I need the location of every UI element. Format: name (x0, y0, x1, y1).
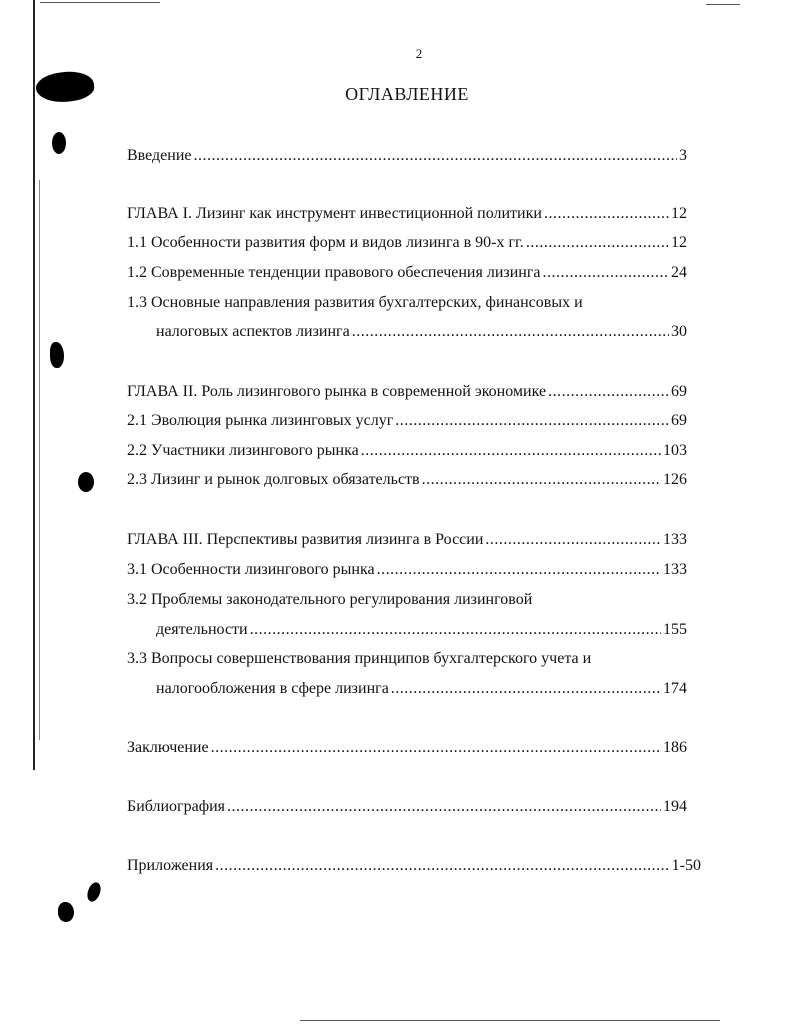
toc-leader (391, 679, 661, 699)
toc-leader (485, 530, 661, 550)
toc-entry (127, 856, 701, 876)
toc-entry (127, 797, 687, 817)
page-number: 2 (415, 46, 423, 61)
toc-entry (127, 293, 687, 313)
toc-entry (156, 322, 687, 342)
toc-leader (395, 411, 669, 431)
toc-entry-page: 69 (671, 412, 687, 429)
scan-top-rule (706, 4, 740, 5)
toc-entry-title: 3.2 Проблемы законодательного регулирования лизинговой (127, 591, 533, 608)
toc-leader (526, 233, 669, 253)
toc-entry-page: 103 (663, 442, 687, 459)
ink-blot (50, 342, 64, 368)
toc-leader (544, 204, 669, 224)
toc-entry-page: 126 (663, 471, 687, 488)
scan-top-rule (40, 2, 160, 3)
scan-left-edge (33, 0, 35, 770)
scan-left-edge-faint (39, 180, 40, 740)
toc-entry-page: 186 (663, 739, 687, 756)
toc-entry-title: 2.2 Участники лизингового рынка (127, 442, 359, 459)
toc-entry-page: 69 (671, 383, 687, 400)
toc-entry-page: 155 (663, 621, 687, 638)
toc-entry-title: деятельности (156, 621, 248, 638)
ink-blot (85, 881, 103, 904)
scan-bottom-rule (300, 1020, 720, 1021)
ink-blot (78, 472, 94, 492)
toc-entry (127, 560, 687, 580)
toc-leader (377, 560, 661, 580)
toc-entry (127, 146, 687, 166)
toc-entry-page: 3 (679, 147, 687, 164)
toc-entry-page: 12 (671, 234, 687, 251)
toc-entry (127, 470, 687, 490)
ink-blot (52, 132, 66, 154)
page-title: ОГЛАВЛЕНИЕ (345, 84, 469, 104)
toc-entry-page: 30 (671, 323, 687, 340)
toc-entry-title: 1.1 Особенности развития форм и видов лизинга в 90-х гг. (127, 234, 524, 251)
toc-entry (127, 382, 687, 402)
ink-blot (58, 902, 74, 922)
toc-entry-title: ГЛАВА II. Роль лизингового рынка в современной экономике (127, 383, 547, 400)
toc-entry-page: 174 (663, 680, 687, 697)
toc-leader (215, 856, 670, 876)
toc-leader (227, 797, 661, 817)
toc-entry-title: Введение (127, 147, 192, 164)
toc-entry-page: 194 (663, 798, 687, 815)
toc-entry (127, 738, 687, 758)
toc-leader (548, 382, 669, 402)
toc-entry-title: Заключение (127, 739, 209, 756)
toc-leader (211, 738, 661, 758)
toc-entry-title: Приложения (127, 857, 214, 874)
toc-entry (156, 620, 687, 640)
toc-entry (127, 263, 687, 283)
toc-entry-title: налогообложения в сфере лизинга (156, 680, 389, 697)
toc-entry-title: ГЛАВА III. Перспективы развития лизинга в России (127, 531, 484, 548)
toc-entry-title: Библиография (127, 798, 225, 815)
toc-entry-page: 12 (671, 205, 687, 222)
toc-leader (352, 322, 669, 342)
toc-entry (127, 411, 687, 431)
toc-entry (127, 441, 687, 461)
toc-entry (127, 204, 687, 224)
toc-entry (127, 590, 687, 610)
toc-leader (422, 470, 661, 490)
toc-leader (194, 146, 678, 166)
toc-entry (127, 530, 687, 550)
toc-leader (542, 263, 669, 283)
toc-entry-title: ГЛАВА I. Лизинг как инструмент инвестиционной политики (127, 205, 542, 222)
toc-entry-title: 1.2 Современные тенденции правового обеспечения лизинга (127, 264, 541, 281)
toc-entry (127, 233, 687, 253)
toc-entry-title: 3.1 Особенности лизингового рынка (127, 561, 375, 578)
toc-entry-title: 3.3 Вопросы совершенствования принципов бухгалтерского учета и (127, 650, 592, 667)
toc-entry (156, 679, 687, 699)
toc-entry-title: 2.1 Эволюция рынка лизинговых услуг (127, 412, 394, 429)
toc-entry-page: 133 (663, 531, 687, 548)
toc-leader (361, 441, 661, 461)
toc-entry-page: 1-50 (671, 857, 701, 874)
toc-entry-title: 2.3 Лизинг и рынок долговых обязательств (127, 471, 420, 488)
toc-entry (127, 649, 687, 669)
toc-entry-title: налоговых аспектов лизинга (156, 323, 350, 340)
toc-entry-page: 133 (663, 561, 687, 578)
toc-entry-page: 24 (671, 264, 687, 281)
toc-entry-title: 1.3 Основные направления развития бухгалтерских, финансовых и (127, 294, 583, 311)
toc-leader (250, 620, 661, 640)
